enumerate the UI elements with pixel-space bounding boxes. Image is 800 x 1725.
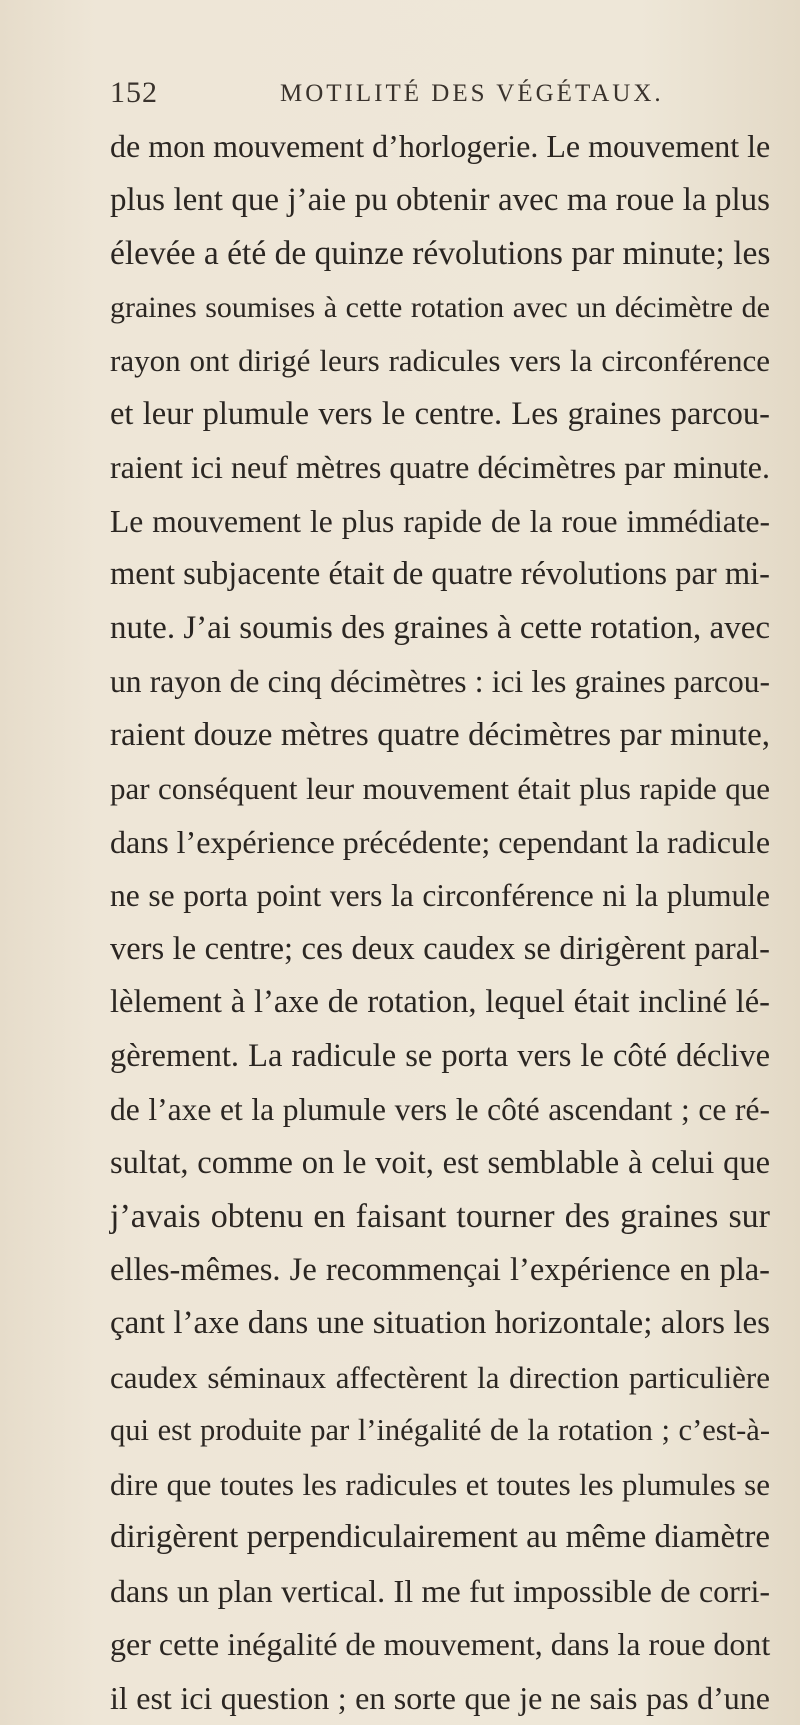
text-line: lèlement à l’axe de rotation, lequel était incliné lé- <box>110 976 770 1030</box>
text-line: ger cette inégalité de mouvement, dans la roue dont <box>110 1618 770 1672</box>
text-line: dirigèrent perpendiculairement au même diamètre <box>110 1511 770 1565</box>
running-title: MOTILITÉ DES VÉGÉTAUX. <box>280 80 664 108</box>
text-line: dans un plan vertical. Il me fut impossible de corri- <box>110 1565 770 1619</box>
text-line: elles-mêmes. Je recommençai l’expérience en pla- <box>110 1244 770 1298</box>
running-head <box>110 76 750 116</box>
text-line: qui est produite par l’inégalité de la rotation ; c’est-à- <box>110 1404 770 1458</box>
text-line: Le mouvement le plus rapide de la roue immédiate- <box>110 495 770 549</box>
text-line: raient douze mètres quatre décimètres par minute, <box>110 709 770 763</box>
text-line: un rayon de cinq décimètres : ici les graines parcou- <box>110 655 770 709</box>
text-line: graines soumises à cette rotation avec un décimètre de <box>110 281 770 335</box>
text-line: sultat, comme on le voit, est semblable à celui que <box>110 1137 770 1191</box>
text-line: dans l’expérience précédente; cependant la radicule <box>110 816 770 870</box>
text-line: il est ici question ; en sorte que je ne sais pas d’une <box>110 1672 770 1725</box>
text-line: dire que toutes les radicules et toutes les plumules se <box>110 1458 770 1512</box>
text-line: caudex séminaux affectèrent la direction particulière <box>110 1351 770 1405</box>
text-line: raient ici neuf mètres quatre décimètres par minute. <box>110 441 770 495</box>
text-line: plus lent que j’aie pu obtenir avec ma roue la plus <box>110 174 770 228</box>
text-line: çant l’axe dans une situation horizontale; alors les <box>110 1297 770 1351</box>
text-line: rayon ont dirigé leurs radicules vers la circonférence <box>110 334 770 388</box>
text-line: de l’axe et la plumule vers le côté ascendant ; ce ré- <box>110 1083 770 1137</box>
text-line: vers le centre; ces deux caudex se dirigèrent paral- <box>110 923 770 977</box>
text-line: gèrement. La radicule se porta vers le côté déclive <box>110 1030 770 1084</box>
text-line: élevée a été de quinze révolutions par minute; les <box>110 227 770 281</box>
text-line: j’avais obtenu en faisant tourner des graines sur <box>110 1190 770 1244</box>
text-line: ne se porta point vers la circonférence ni la plumule <box>110 869 770 923</box>
page-number: 152 <box>110 76 158 110</box>
body-text <box>110 120 770 1725</box>
text-line: de mon mouvement d’horlogerie. Le mouvement le <box>110 120 770 174</box>
text-line: et leur plumule vers le centre. Les graines parcou- <box>110 388 770 442</box>
text-line: nute. J’ai soumis des graines à cette rotation, avec <box>110 602 770 656</box>
text-line: ment subjacente était de quatre révolutions par mi- <box>110 548 770 602</box>
text-line: par conséquent leur mouvement était plus rapide que <box>110 762 770 816</box>
